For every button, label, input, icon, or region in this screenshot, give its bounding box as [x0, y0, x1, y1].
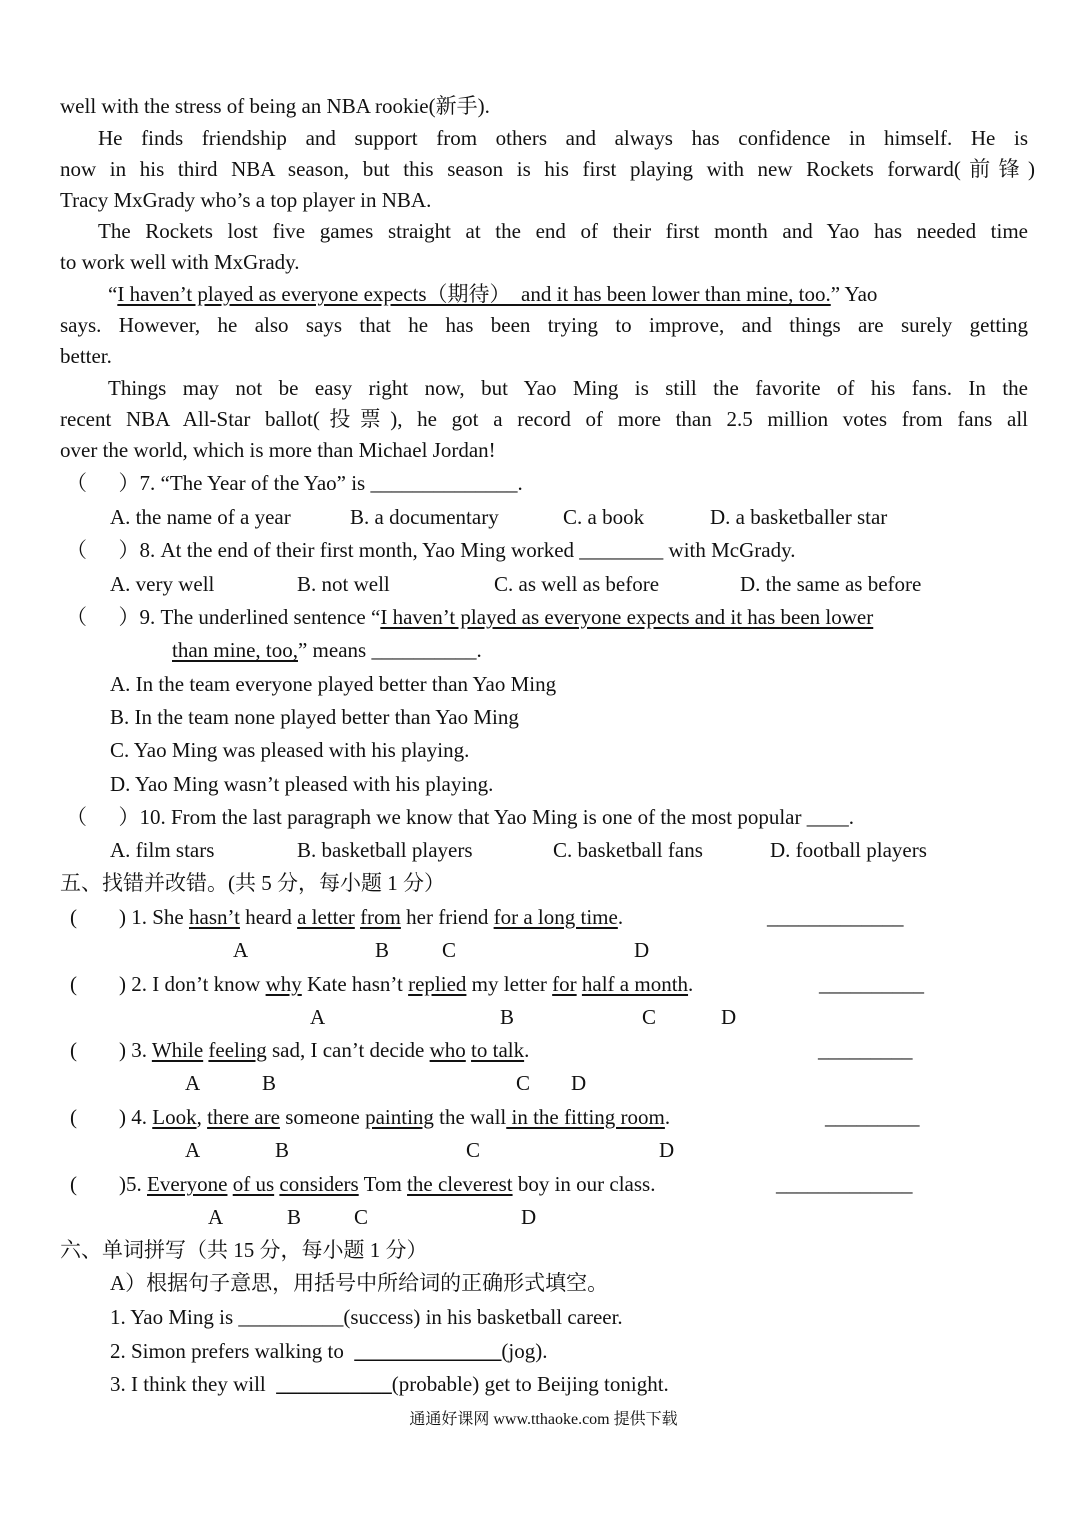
option-c-text: considers	[279, 1172, 359, 1196]
answer-blank[interactable]: _____________	[767, 905, 904, 929]
answer-blank[interactable]: __________	[819, 972, 924, 996]
q7-option-b: B. a documentary	[350, 505, 499, 529]
passage-line: better.	[60, 344, 112, 368]
item-text: heard	[239, 905, 298, 929]
answer-blank[interactable]: _________	[818, 1038, 913, 1062]
passage-quote-line	[108, 280, 877, 308]
item-text: boy in our class.	[512, 1172, 656, 1196]
item-text: my letter	[466, 972, 553, 996]
option-c-text: painting	[365, 1105, 434, 1129]
option-d-text: in the fitting room	[506, 1105, 665, 1129]
q10-option-c: C. basketball fans	[553, 838, 703, 862]
item-prefix: ( ) 4.	[70, 1105, 153, 1129]
option-d-text: half a month	[581, 972, 689, 996]
letter-a: A	[208, 1205, 224, 1229]
item-text: Kate hasn’t	[301, 972, 409, 996]
option-c-text: for	[552, 972, 577, 996]
letter-c: C	[642, 1005, 657, 1029]
question-10-stem: （ ）10. From the last paragraph we know that Yao Ming is one of the most popular ____.	[66, 805, 854, 829]
letter-a: A	[233, 938, 249, 962]
item-text: ,	[196, 1105, 208, 1129]
q7-option-d: D. a basketballer star	[710, 505, 888, 529]
page-footer: 通通好课网 www.tthaoke.com 提供下载	[409, 1411, 678, 1428]
letter-d: D	[571, 1071, 587, 1095]
answer-blank[interactable]: ___________	[276, 1372, 392, 1396]
letter-d: D	[721, 1005, 737, 1029]
q9-option-c: C. Yao Ming was pleased with his playing.	[110, 738, 470, 762]
passage-line: to work well with MxGrady.	[60, 250, 300, 274]
spelling-item-1: 1. Yao Ming is __________(success) in his basketball career.	[110, 1305, 623, 1329]
option-d-text: to talk	[471, 1038, 525, 1062]
item-text: Tom	[358, 1172, 408, 1196]
letter-a: A	[310, 1005, 326, 1029]
option-c-text: from	[360, 905, 401, 929]
question-9-stem	[66, 603, 873, 631]
quote-open: “	[108, 282, 118, 306]
item-text: 3. I think they will	[110, 1372, 277, 1396]
item-text: .	[524, 1038, 530, 1062]
letter-d: D	[634, 938, 650, 962]
q8-option-a: A. very well	[110, 572, 215, 596]
item-text: (jog).	[501, 1339, 548, 1363]
error-item-2	[70, 970, 693, 998]
option-d-text: for a long time	[493, 905, 618, 929]
q8-option-b: B. not well	[297, 572, 390, 596]
q9-option-a: A. In the team everyone played better than Yao Ming	[110, 672, 557, 696]
passage-line: The Rockets lost five games straight at the end of their first month and Yao has needed time	[98, 219, 1028, 243]
q8-option-c: C. as well as before	[494, 572, 660, 596]
q9-stem-suffix: ” means __________.	[297, 638, 482, 662]
item-text: the wall	[433, 1105, 507, 1129]
error-item-4	[70, 1103, 670, 1131]
letter-b: B	[375, 938, 390, 962]
q10-option-d: D. football players	[770, 838, 927, 862]
letter-d: D	[659, 1138, 675, 1162]
item-prefix: ( ) 1. She	[70, 905, 189, 929]
letter-b: B	[275, 1138, 290, 1162]
question-7-stem: （ ）7. “The Year of the Yao” is ______________.	[66, 471, 523, 495]
letter-c: C	[442, 938, 457, 962]
quote-end: ” Yao	[830, 282, 878, 306]
passage-line: well with the stress of being an NBA rookie(新手).	[60, 94, 490, 118]
passage-line: over the world, which is more than Michael Jordan!	[60, 438, 496, 462]
passage-line: says. However, he also says that he has been trying to improve, and things are surely getting	[60, 313, 1028, 337]
passage-line: now in his third NBA season, but this season is his first playing with new Rockets forward(前锋)	[60, 157, 1035, 181]
option-c-text: who	[429, 1038, 466, 1062]
option-b-text: a letter	[297, 905, 355, 929]
letter-c: C	[516, 1071, 531, 1095]
q9-option-d: D. Yao Ming wasn’t pleased with his playing.	[110, 772, 494, 796]
section-6-instruction: A）根据句子意思，用括号中所给词的正确形式填空。	[110, 1271, 609, 1295]
letter-b: B	[287, 1205, 302, 1229]
option-b-text: replied	[408, 972, 467, 996]
error-item-3	[70, 1036, 529, 1064]
q9-underlined: I haven’t played as everyone expects and it has been lower	[380, 605, 874, 629]
option-b-text: feeling	[208, 1038, 267, 1062]
option-a-text: While	[151, 1038, 204, 1062]
item-text: someone	[279, 1105, 366, 1129]
letter-c: C	[354, 1205, 369, 1229]
option-b-text: there are	[207, 1105, 280, 1129]
item-prefix: ( ) 2. I don’t know	[70, 972, 266, 996]
item-text: sad, I can’t decide	[266, 1038, 430, 1062]
option-a-text: hasn’t	[189, 905, 240, 929]
item-prefix: ( ) 3.	[70, 1038, 152, 1062]
item-prefix: ( )5.	[70, 1172, 147, 1196]
section-5-title: 五、找错并改错。(共 5 分，每小题 1 分）	[60, 871, 445, 895]
spelling-item-2	[110, 1337, 547, 1365]
letter-b: B	[500, 1005, 515, 1029]
question-9-stem-cont	[172, 636, 482, 664]
option-b-text: of us	[232, 1172, 275, 1196]
q7-option-c: C. a book	[563, 505, 645, 529]
error-item-1	[70, 903, 623, 931]
section-6-title: 六、单词拼写（共 15 分，每小题 1 分）	[60, 1238, 428, 1262]
letter-c: C	[466, 1138, 481, 1162]
error-item-5	[70, 1170, 655, 1198]
underlined-quote: I haven’t played as everyone expects（期待） and it has been lower than mine, too.	[117, 282, 831, 306]
q7-option-a: A. the name of a year	[110, 505, 291, 529]
letter-a: A	[185, 1071, 201, 1095]
q9-option-b: B. In the team none played better than Yao Ming	[110, 705, 519, 729]
item-text: (probable) get to Beijing tonight.	[391, 1372, 669, 1396]
item-text: .	[688, 972, 694, 996]
q10-option-a: A. film stars	[110, 838, 215, 862]
spelling-item-3	[110, 1370, 669, 1398]
passage-line: recent NBA All-Star ballot(投票), he got a record of more than 2.5 million votes from fans all	[60, 407, 1028, 431]
passage-line: He finds friendship and support from others and always has confidence in himself. He is	[98, 126, 1028, 150]
option-a-text: why	[265, 972, 302, 996]
q8-option-d: D. the same as before	[740, 572, 922, 596]
item-text: .	[664, 1105, 671, 1129]
passage-line: Tracy MxGrady who’s a top player in NBA.	[60, 188, 432, 212]
q9-underlined-cont: than mine, too,	[172, 638, 298, 662]
passage-line: Things may not be easy right now, but Yao Ming is still the favorite of his fans. In the	[108, 376, 1028, 400]
answer-blank[interactable]: _________	[825, 1105, 920, 1129]
option-a-text: Everyone	[147, 1172, 228, 1196]
letter-a: A	[185, 1138, 201, 1162]
item-text: her friend	[400, 905, 494, 929]
answer-blank[interactable]: ______________	[354, 1339, 502, 1363]
item-text: .	[617, 905, 624, 929]
question-8-stem: （ ）8. At the end of their first month, Yao Ming worked ________ with McGrady.	[66, 538, 796, 562]
letter-b: B	[262, 1071, 277, 1095]
q10-option-b: B. basketball players	[297, 838, 473, 862]
option-a-text: Look	[152, 1105, 197, 1129]
answer-blank[interactable]: _____________	[776, 1172, 913, 1196]
letter-d: D	[521, 1205, 537, 1229]
q9-stem-prefix: （ ）9. The underlined sentence “	[66, 605, 381, 629]
option-d-text: the cleverest	[407, 1172, 513, 1196]
item-text: 2. Simon prefers walking to	[110, 1339, 355, 1363]
